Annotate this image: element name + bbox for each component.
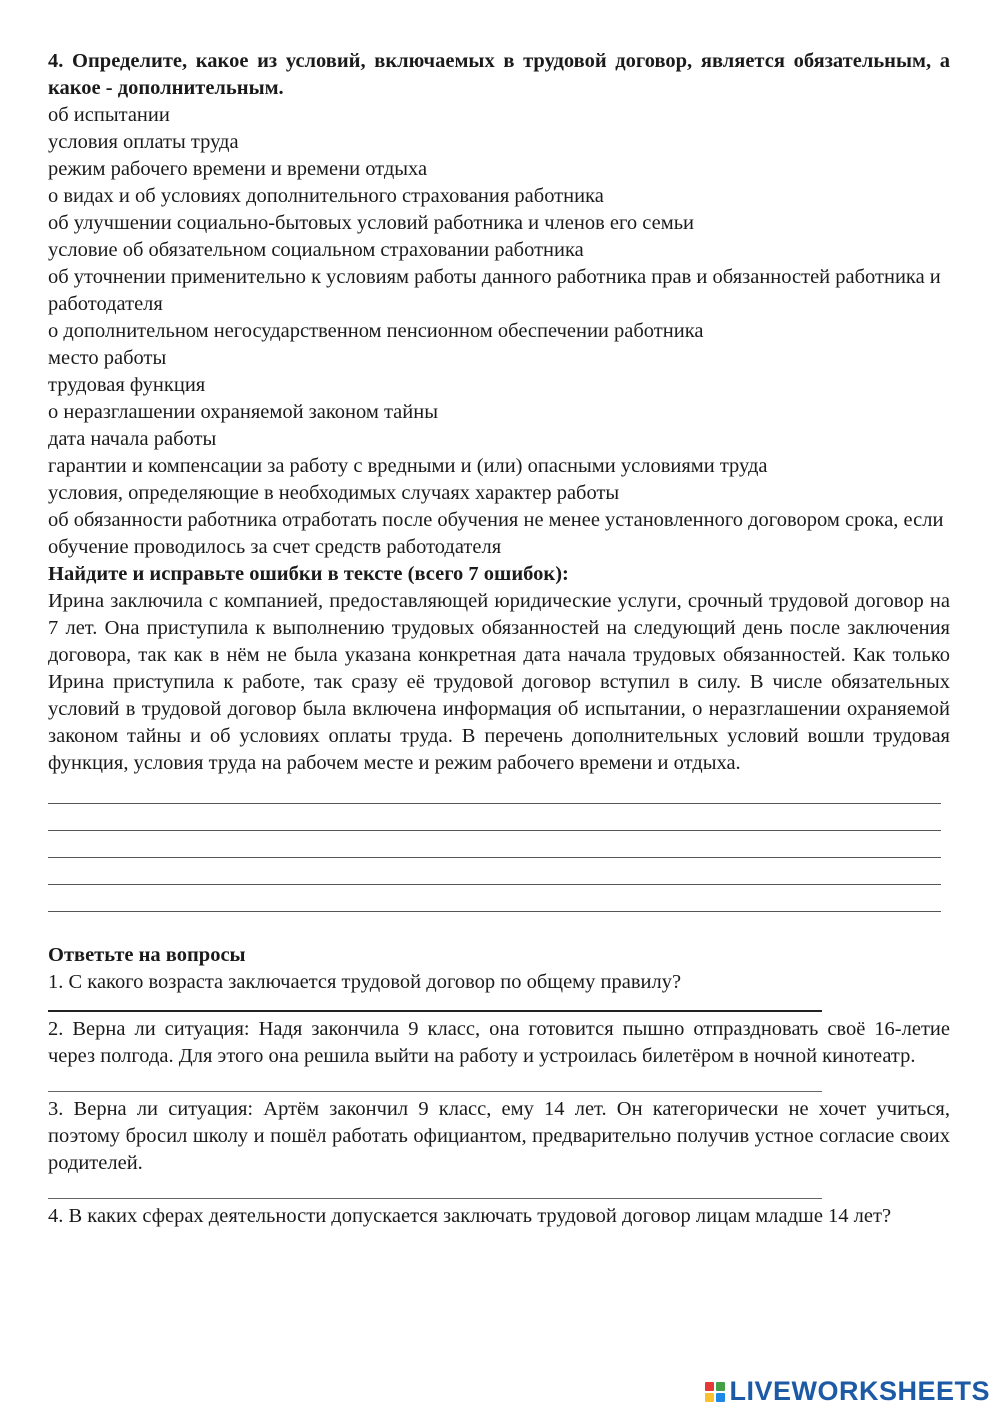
errors-answer-area[interactable] (48, 777, 950, 912)
list-item: трудовая функция (48, 374, 206, 396)
task4-title: 4. Определите, какое из условий, включаемых в трудовой договор, является обязательным, а какое - дополнительным. (48, 50, 950, 99)
list-item: о дополнительном негосударственном пенсионном обеспечении работника (48, 320, 704, 342)
errors-task-title: Найдите и исправьте ошибки в тексте (всего 7 ошибок): (48, 563, 569, 585)
question-3: 3. Верна ли ситуация: Артём закончил 9 класс, ему 14 лет. Он категорически не хочет учиться, поэтому бросил школу и пошёл работать официантом, предварительно получив устное согласие своих родителей. (48, 1098, 950, 1174)
answer-line[interactable] (48, 831, 941, 858)
list-item: условия оплаты труда (48, 131, 239, 153)
answer-line[interactable] (48, 804, 941, 831)
list-item: о неразглашении охраняемой законом тайны (48, 401, 438, 423)
list-item: дата начала работы (48, 428, 217, 450)
answer-line[interactable] (48, 885, 941, 912)
errors-task-text: Ирина заключила с компанией, предоставляющей юридические услуги, срочный трудовой договор на 7 лет. Она приступила к выполнению трудовых обязанностей на следующий день после заключения договора, так как в нём не была указана конкретная дата начала трудовых обязанностей. Как только Ирина приступила к работе, так сразу её трудовой договор вступил в силу. В числе обязательных условий в трудовой договор была включена информация об испытании, о неразглашении охраняемой законом тайны и об условиях оплаты труда. В перечень дополнительных условий вошли трудовая функция, условия труда на рабочем месте и режим рабочего времени и отдыха. (48, 590, 950, 774)
list-item: об уточнении применительно к условиям работы данного работника прав и обязанностей работника и работодателя (48, 266, 941, 315)
logo-mark-icon (705, 1382, 725, 1402)
list-item: условия, определяющие в необходимых случаях характер работы (48, 482, 620, 504)
question-1: 1. С какого возраста заключается трудовой договор по общему правилу? (48, 971, 682, 993)
list-item: условие об обязательном социальном страховании работника (48, 239, 584, 261)
question-4: 4. В каких сферах деятельности допускается заключать трудовой договор лицам младше 14 лет? (48, 1205, 892, 1227)
question-1-answer-line[interactable] (48, 996, 822, 1012)
list-item: о видах и об условиях дополнительного страхования работника (48, 185, 604, 207)
list-item: место работы (48, 347, 167, 369)
liveworksheets-logo (705, 1376, 990, 1407)
question-2: 2. Верна ли ситуация: Надя закончила 9 класс, она готовится пышно отпраздновать своё 16-летие через полгода. Для этого она решила выйти на работу и устроилась билетёром в ночной кинотеатр. (48, 1018, 950, 1067)
question-2-answer-line[interactable] (48, 1070, 822, 1092)
list-item: об обязанности работника отработать после обучения не менее установленного договором срока, если обучение проводилось за счет средств работодателя (48, 509, 944, 558)
worksheet-page (48, 48, 950, 1230)
list-item: об испытании (48, 104, 170, 126)
list-item: гарантии и компенсации за работу с вредными и (или) опасными условиями труда (48, 455, 768, 477)
questions-title: Ответьте на вопросы (48, 944, 246, 966)
answer-line[interactable] (48, 777, 941, 804)
task4-conditions-list (48, 102, 950, 561)
logo-text: LIVEWORKSHEETS (729, 1376, 990, 1406)
answer-line[interactable] (48, 858, 941, 885)
list-item: об улучшении социально-бытовых условий работника и членов его семьи (48, 212, 695, 234)
question-3-answer-line[interactable] (48, 1177, 822, 1199)
list-item: режим рабочего времени и времени отдыха (48, 158, 428, 180)
